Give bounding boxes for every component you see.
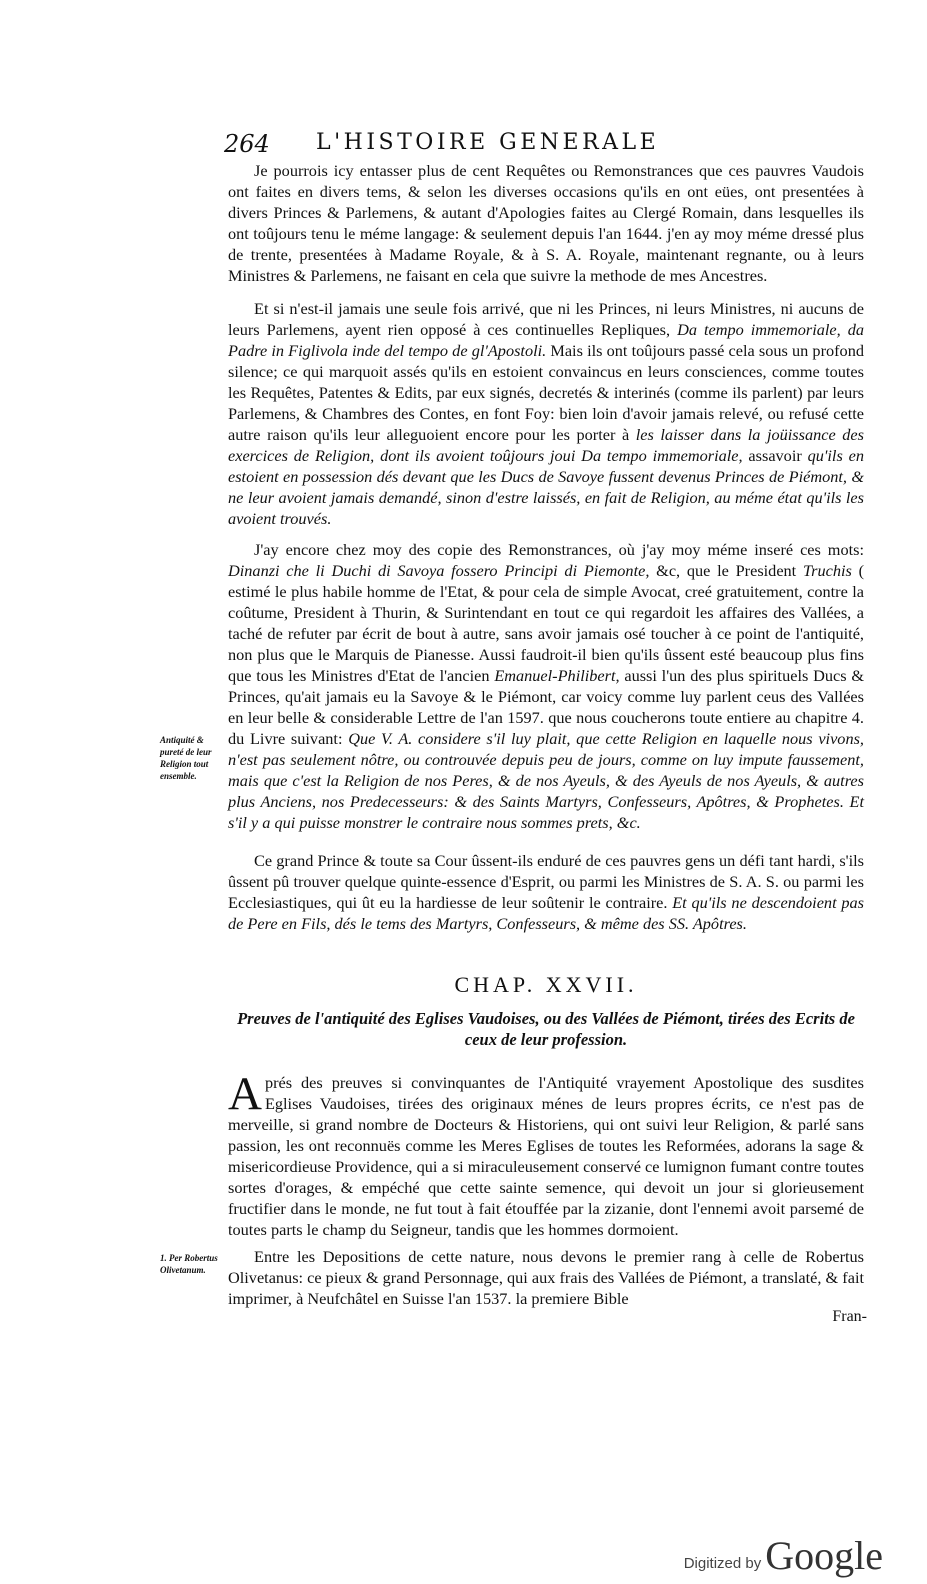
paragraph-4: Ce grand Prince & toute sa Cour ûssent-ils enduré de ces pauvres gens un défi tant hardi, s'ils ûssent pû trouver quelque quinte-essence d'Esprit, ou parmi les Ministres de S. A. S. ou parmi les Ecclesiastiques, qui ût eu la hardiesse de leur soûtenir le contraire. Et qu'ils ne descendoient pas de Pere en Fils, dés le tems des Martyrs, Confesseurs, & même des SS. Apôtres. (228, 851, 864, 933)
running-header (224, 128, 864, 162)
paragraph-3: J'ay encore chez moy des copie des Remonstrances, où j'ay moy méme inseré ces mots: Dinanzi che li Duchi di Savoya fossero Principi di Piemonte, &c, que le President Truchis ( estimé le plus habile homme de l'Etat, & pour cela de simple Avocat, creé gratuitement, contre la coûtume, President à Thurin, & Surintendant en tout ce qui regardoit les affaires des Vallées, a taché de refuter par écrit de bout à autre, sans avoir jamais osé toucher à ce point de l'antiquité, non plus que le Marquis de Pianesse. Aussi faudroit-il bien qu'ils ûssent esté beaucoup plus fins que tous les Ministres d'Etat de l'ancien Emanuel-Philibert, aussi l'un des plus spirituels Ducs & Princes, qu'ait jamais eu la Savoye & le Piémont, car voicy comme luy parlent ceus des Vallées en leur belle & considerable Lettre de l'an 1597. que nous coucherons toute entiere au chapitre 4. du Livre suivant: Que V. A. considere s'il luy plait, que cette Religion en laquelle nous vivons, n'est pas seulement nôtre, ou controuvée depuis peu de jours, comme on luy impute faussement, mais que c'est la Religion de nos Peres, & de nos Ayeuls, & des Ayeuls de nos Ayeuls, & autres plus Anciens, nos Predecesseurs: & des Saints Martyrs, Confesseurs, Apôtres, & Prophetes. Et s'il y a qui puisse monstrer le contraire nous sommes prets, &c. (228, 540, 864, 832)
running-title: L'HISTOIRE GENERALE (316, 130, 660, 155)
chapter-subtitle: Preuves de l'antiquité des Eglises Vaudoises, ou des Vallées de Piémont, tirées des Ecrits de ceux de leur profession. (237, 1009, 855, 1049)
margin-note-olivetanus: 1. Per Robertus Olivetanum. (160, 1253, 218, 1275)
chapter-heading: CHAP. XXVII. (454, 972, 638, 997)
paragraph-1 (228, 160, 864, 286)
paragraph-6 (228, 1246, 864, 1309)
paragraph-6-text: Entre les Depositions de cette nature, nous devons le premier rang à celle de Robertus Olivetanus: ce pieux & grand Personnage, qui aux frais des Vallées de Piémont, a translaté, & fait imprimer, à Neufchâtel en Suisse l'an 1537. la premiere Bible (228, 1247, 864, 1308)
quoted-letter: Que V. A. considere s'il luy plait, que cette Religion en laquelle nous vivons, n'est pas seulement nôtre, ou controuvée depuis peu de jours, comme on luy impute faussement, mais que c'est la Religion de nos Peres, & de nos Ayeuls, & des Ayeuls de nos Ayeuls, & autres plus Anciens, nos Predecesseurs: & des Saints Martyrs, Confesseurs, Apôtres, & Prophetes. Et s'il y a qui puisse monstrer le contraire nous sommes prets, &c. (228, 729, 864, 832)
margin-note-antiquity: Antiquité & pureté de leur Religion tout ensemble. (160, 735, 212, 781)
drop-cap: A (228, 1068, 262, 1120)
page-number: 264 (224, 130, 270, 158)
catchword: Fran- (832, 1308, 867, 1325)
digitization-footer (684, 1528, 883, 1578)
paragraph-5: Aprés des preuves si convinquantes de l'Antiquité vrayement Apostolique des susdites Eglises Vaudoises, tirées des originaux ménes de leurs propres écrits, ce n'est pas de merveille, si grand nombre de Docteurs & Historiens, qui ont suivi leur Religion, & parlé sans passion, les ont reconnuës comme les Meres Eglises de toutes les Reformées, adorans la sage & misericordieuse Providence, qui a si miraculeusement conservé ce lumignon fumant contre toutes sortes d'orages, & empéché que cette sainte semence, qui devoit un jour si glorieusement fructifier dans le monde, ne fut tout à fait étouffée par la zizanie, dont l'ennemi avoit parsemé de toutes parts le champ du Seigneur, tandis que les hommes dormoient. (228, 1068, 864, 1239)
digitized-by-label: Digitized by (683, 1555, 762, 1572)
google-logo: Google (765, 1533, 883, 1578)
paragraph-1-text: Je pourrois icy entasser plus de cent Requêtes ou Remonstrances que ces pauvres Vaudois ont faites en divers tems, & selon les diverses occasions qu'ils en ont eües, ont presentées à divers Princes & Parlemens, & autant d'Apologies faites au Clergé Romain, dans lesquelles ils ont toûjours tenu le méme langage: & seulement depuis l'an 1644. j'en ay moy méme dressé plus de trente, presentées à Madame Royale, & à S. A. Royale, maintenant regnante, ou à leurs Ministres & Parlemens, ne faisant en cela que suivre la methode de mes Ancestres. (228, 161, 864, 285)
paragraph-2: Et si n'est-il jamais une seule fois arrivé, que ni les Princes, ni leurs Ministres, ni aucuns de leurs Parlemens, ayent rien opposé à ces continuelles Repliques, Da tempo immemoriale, da Padre in Figlivola inde del tempo de gl'Apostoli. Mais ils ont toûjours passé cela sous un profond silence; ce qui marquoit assés qu'ils en estoient convaincus en leurs consciences, comme toutes les Requêtes, Patentes & Edits, par eux signés, decretés & interinés (comme ils parlent) par leurs Parlemens, & Chambres des Contes, en font Foy: bien loin d'avoir jamais relevé, ou refusé cette autre raison qu'ils leur alleguoient encore pour les porter à les laisser dans la joüissance des exercices de Religion, dont ils avoient toûjours joui Da tempo immemoriale, assavoir qu'ils en estoient en possession dés devant que les Ducs de Savoye fussent devenus Princes de Piémont, & ne leur avoient jamais demandé, sinon d'estre laissés, en fait de Religion, au méme état qu'ils les avoient trouvés. (228, 299, 865, 528)
